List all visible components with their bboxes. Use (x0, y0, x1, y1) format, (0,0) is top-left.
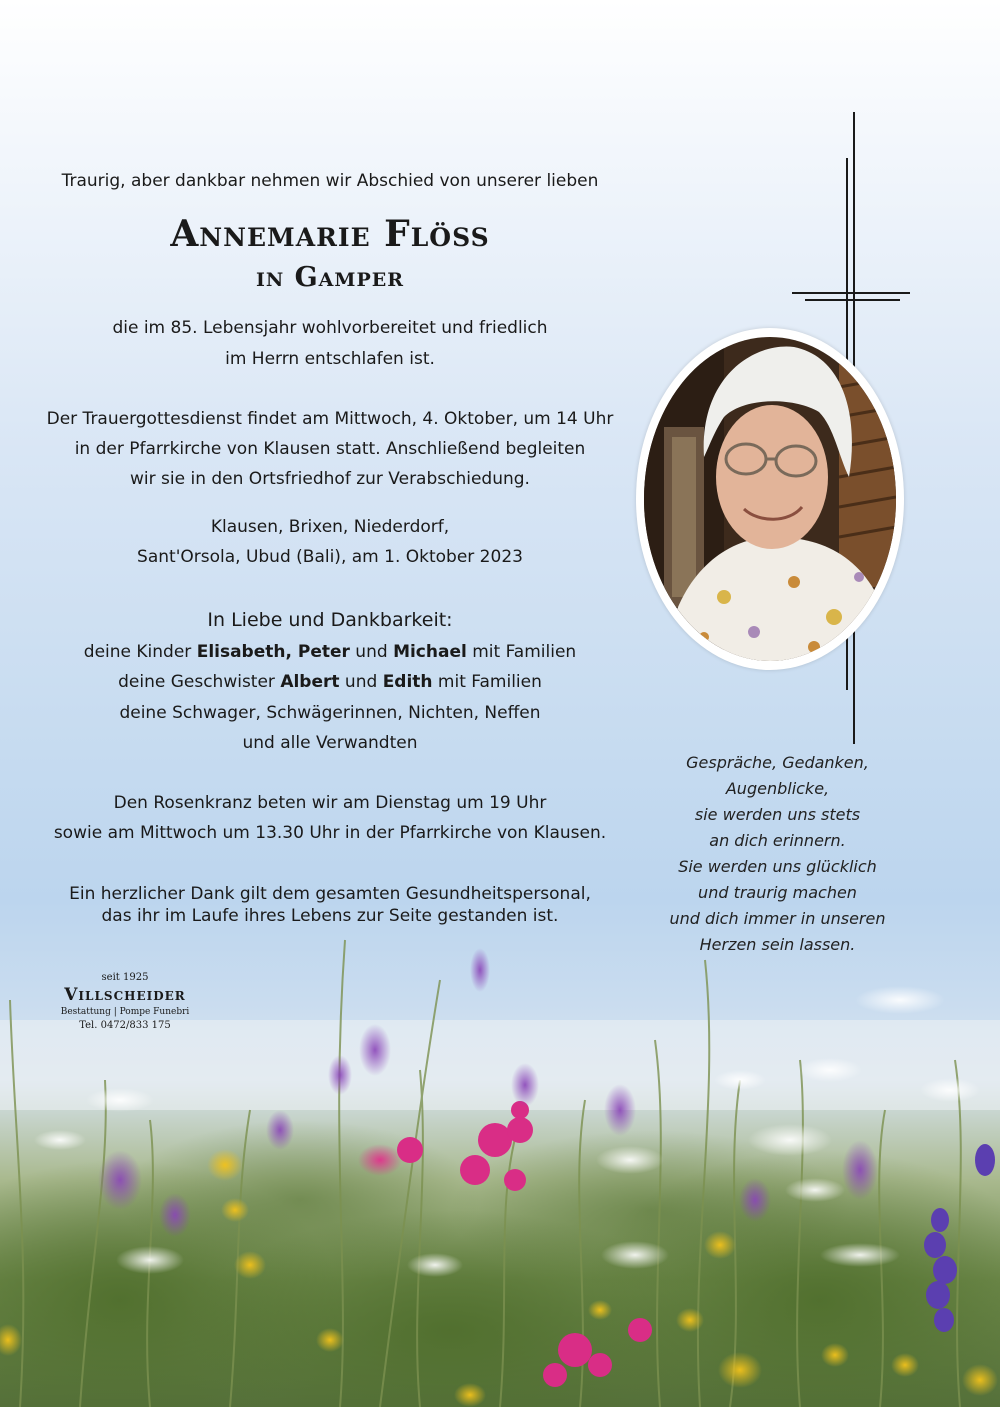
poem-line: an dich erinnern. (709, 831, 846, 850)
funeral-home-logo (50, 972, 200, 1033)
mourners-children: deine Kinder Elisabeth, Peter und Michael mit Familien (83, 642, 577, 662)
thanks-line-1: Ein herzlicher Dank gilt dem gesamten Gesundheitspersonal, (69, 884, 591, 904)
poem-line: Herzen sein lassen. (699, 935, 856, 954)
mourners-heading: In Liebe und Dankbarkeit: (207, 609, 453, 631)
logo-phone: Tel. 0472/833 175 (79, 1020, 171, 1031)
place-date-line: Sant'Orsola, Ubud (Bali), am 1. Oktober 2023 (137, 547, 523, 567)
passing-line-2: im Herrn entschlafen ist. (225, 349, 435, 369)
poem-line: und dich immer in unseren (669, 909, 886, 928)
poem-line: Gespräche, Gedanken, (686, 753, 869, 772)
mourners-inlaws: deine Schwager, Schwägerinnen, Nichten, Neffen (119, 703, 541, 723)
intro-text: Traurig, aber dankbar nehmen wir Abschied von unserer lieben (61, 171, 599, 191)
poem-line: Sie werden uns glücklich (678, 857, 877, 876)
poem-line: Augenblicke, (725, 779, 830, 798)
place-line-1: Klausen, Brixen, Niederdorf, (210, 517, 450, 537)
logo-since: seit 1925 (101, 972, 149, 983)
funeral-line-3: wir sie in den Ortsfriedhof zur Verabschiedung. (130, 469, 530, 489)
thanks-line-2: das ihr im Laufe ihres Lebens zur Seite gestanden ist. (101, 906, 559, 926)
deceased-name: Annemarie Flöss (170, 213, 490, 255)
poem (650, 750, 905, 958)
poem-line: sie werden uns stets (694, 805, 861, 824)
maiden-name: in Gamper (255, 262, 405, 293)
mourners-relatives: und alle Verwandten (242, 733, 418, 753)
poem-line: und traurig machen (698, 883, 857, 902)
mourners-siblings: deine Geschwister Albert und Edith mit Familien (118, 672, 542, 692)
rosary-line-2: sowie am Mittwoch um 13.30 Uhr in der Pfarrkirche von Klausen. (53, 823, 607, 843)
logo-subtitle: Bestattung | Pompe Funebri (60, 1007, 190, 1017)
portrait-photo (644, 337, 896, 661)
funeral-line-2: in der Pfarrkirche von Klausen statt. Anschließend begleiten (74, 439, 586, 459)
logo-name: Villscheider (64, 985, 186, 1005)
passing-line-1: die im 85. Lebensjahr wohlvorbereitet und friedlich (112, 318, 548, 338)
rosary-line-1: Den Rosenkranz beten wir am Dienstag um 19 Uhr (113, 793, 547, 813)
funeral-line-1: Der Trauergottesdienst findet am Mittwoch, 4. Oktober, um 14 Uhr (46, 409, 614, 429)
